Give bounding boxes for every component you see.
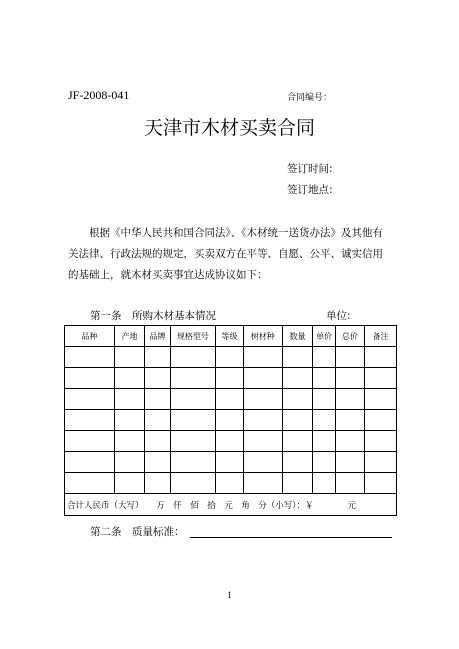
table-row	[65, 368, 397, 389]
table-cell[interactable]	[313, 452, 335, 473]
table-cell[interactable]	[313, 389, 335, 410]
table-cell[interactable]	[114, 389, 145, 410]
table-cell[interactable]	[216, 431, 243, 452]
table-cell[interactable]	[282, 431, 313, 452]
table-cell[interactable]	[114, 347, 145, 368]
intro-line: 关法律、行政法规的规定，买卖双方在平等、自愿、公平、诚实信用	[68, 248, 383, 260]
intro-line: 根据《中华人民共和国合同法》、《木材统一送货办法》及其他有	[89, 227, 383, 239]
contract-number-label: 合同编号：	[287, 93, 333, 103]
table-cell[interactable]	[243, 389, 282, 410]
table-cell[interactable]	[282, 368, 313, 389]
table-cell[interactable]	[216, 473, 243, 494]
table-row	[65, 431, 397, 452]
table-cell[interactable]	[335, 347, 365, 368]
table-cell[interactable]	[243, 473, 282, 494]
table-cell[interactable]	[365, 452, 397, 473]
column-header: 品牌	[145, 326, 170, 347]
table-cell[interactable]	[313, 473, 335, 494]
table-cell[interactable]	[335, 473, 365, 494]
column-header: 等级	[216, 326, 243, 347]
table-cell[interactable]	[145, 347, 170, 368]
table-cell[interactable]	[216, 368, 243, 389]
table-cell[interactable]	[65, 347, 115, 368]
table-cell[interactable]	[216, 452, 243, 473]
table-cell[interactable]	[170, 473, 215, 494]
page-title: 天津市木材买卖合同	[143, 117, 315, 139]
table-row	[65, 410, 397, 431]
table-cell[interactable]	[243, 431, 282, 452]
table-cell[interactable]	[335, 368, 365, 389]
column-header: 总价	[335, 326, 365, 347]
table-cell[interactable]	[145, 410, 170, 431]
table-cell[interactable]	[145, 473, 170, 494]
table-row	[65, 389, 397, 410]
table-cell[interactable]	[170, 389, 215, 410]
table-cell[interactable]	[65, 473, 115, 494]
table-cell[interactable]	[282, 410, 313, 431]
table-cell[interactable]	[313, 347, 335, 368]
table-cell[interactable]	[145, 368, 170, 389]
column-header: 规格型号	[170, 326, 215, 347]
table-row	[65, 347, 397, 368]
table-cell[interactable]	[170, 452, 215, 473]
table-cell[interactable]	[65, 410, 115, 431]
table-cell[interactable]	[282, 389, 313, 410]
table-header-row	[65, 326, 397, 347]
table-cell[interactable]	[282, 452, 313, 473]
table-row	[65, 473, 397, 494]
table-cell[interactable]	[65, 389, 115, 410]
table-cell[interactable]	[145, 452, 170, 473]
table-row	[65, 452, 397, 473]
table-cell[interactable]	[282, 473, 313, 494]
table-cell[interactable]	[65, 431, 115, 452]
table-cell[interactable]	[365, 347, 397, 368]
unit-label: 单位:	[326, 310, 351, 322]
table-cell[interactable]	[335, 431, 365, 452]
table-cell[interactable]	[170, 431, 215, 452]
table-cell[interactable]	[114, 431, 145, 452]
table-cell[interactable]	[243, 347, 282, 368]
article-2-heading: 第二条 质量标准：	[90, 526, 185, 538]
signing-time-label: 签订时间:	[287, 163, 333, 175]
timber-details-table	[64, 325, 397, 516]
table-cell[interactable]	[114, 368, 145, 389]
column-header: 备注	[365, 326, 397, 347]
table-cell[interactable]	[114, 473, 145, 494]
table-cell[interactable]	[365, 389, 397, 410]
table-cell[interactable]	[335, 389, 365, 410]
table-cell[interactable]	[216, 347, 243, 368]
table-cell[interactable]	[365, 410, 397, 431]
table-cell[interactable]	[145, 389, 170, 410]
table-cell[interactable]	[365, 431, 397, 452]
column-header: 单价	[313, 326, 335, 347]
quality-standard-blank[interactable]	[190, 537, 392, 538]
table-cell[interactable]	[335, 410, 365, 431]
table-cell[interactable]	[145, 431, 170, 452]
table-cell[interactable]	[170, 368, 215, 389]
table-cell[interactable]	[216, 410, 243, 431]
table-cell[interactable]	[170, 410, 215, 431]
column-header: 树材种	[243, 326, 282, 347]
table-cell[interactable]	[282, 347, 313, 368]
article-1-heading: 第一条 所购木材基本情况	[90, 310, 216, 322]
table-cell[interactable]	[313, 410, 335, 431]
table-cell[interactable]	[243, 452, 282, 473]
table-cell[interactable]	[65, 452, 115, 473]
table-cell[interactable]	[365, 473, 397, 494]
table-cell[interactable]	[216, 389, 243, 410]
table-cell[interactable]	[170, 347, 215, 368]
table-cell[interactable]	[243, 368, 282, 389]
document-code: JF-2008-041	[68, 88, 130, 102]
table-cell[interactable]	[365, 368, 397, 389]
column-header: 数量	[282, 326, 313, 347]
intro-line: 的基础上，就木材买卖事宜达成协议如下：	[68, 269, 268, 281]
total-row	[65, 494, 397, 516]
intro-paragraph	[68, 223, 400, 286]
page-number: 1	[227, 590, 232, 600]
column-header: 产地	[114, 326, 145, 347]
table-cell[interactable]	[114, 410, 145, 431]
table-cell[interactable]	[313, 368, 335, 389]
table-cell[interactable]	[335, 452, 365, 473]
signing-place-label: 签订地点:	[287, 184, 333, 196]
column-header: 品种	[65, 326, 115, 347]
table-cell[interactable]	[114, 452, 145, 473]
table-cell[interactable]	[243, 410, 282, 431]
table-cell[interactable]	[65, 368, 115, 389]
table-cell[interactable]	[313, 431, 335, 452]
total-amount-cell[interactable]: 合计人民币（大写） 万 仟 佰 拾 元 角 分（小写）：￥ 元	[65, 494, 397, 516]
